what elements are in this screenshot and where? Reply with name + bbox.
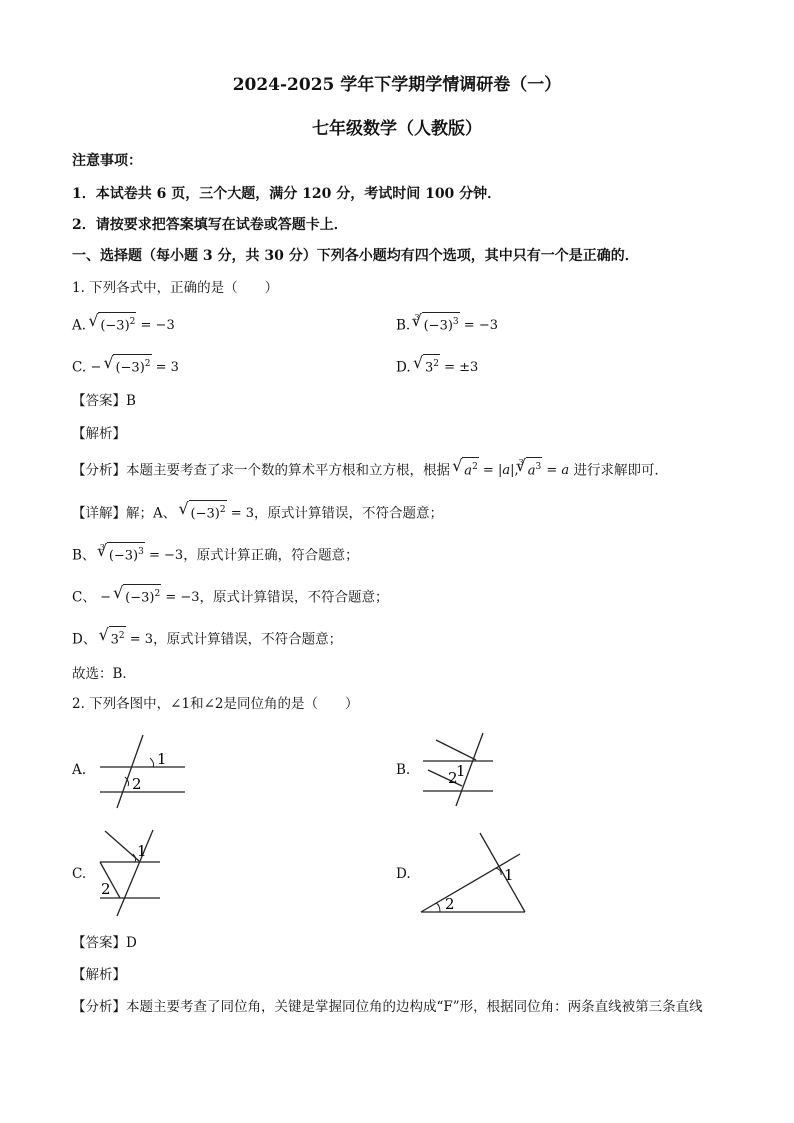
fenxi-tag: 【分析】 <box>72 462 126 479</box>
detail-tag: 【详解】 <box>72 505 126 522</box>
detail-suffix: ，原式计算正确，符合题意； <box>183 547 359 564</box>
figure-option-a <box>95 730 190 810</box>
notes-item-1: 1．本试卷共 6 页，三个大题，满分 120 分，考试时间 100 分钟． <box>72 186 502 202</box>
math-expression: √ $a^2 = |a|,^3√$ $a^3 = a$ <box>454 463 569 478</box>
page-title: 2024-2025 学年下学期学情调研卷（一） <box>232 75 562 95</box>
figure-option-b <box>418 728 498 808</box>
q1-detail-d <box>72 626 342 649</box>
q2-answer <box>72 931 137 951</box>
option-label: D. <box>396 359 411 376</box>
angle-1-label: 1 <box>456 762 466 780</box>
angle-1-label: 1 <box>137 842 147 860</box>
q1-detail-b <box>72 542 359 565</box>
q2-option-d-label: D. <box>396 866 411 882</box>
math-expression: √ $(-3)^2 = -3$ <box>90 318 174 333</box>
angle-2-label: 2 <box>448 769 458 787</box>
detail-prefix: 解；A、 <box>126 505 177 522</box>
q2-option-b-label: B. <box>396 762 411 778</box>
q1-choose: 故选：B． <box>72 666 136 682</box>
angle-2-label: 2 <box>445 895 455 913</box>
option-label: C. <box>72 359 87 376</box>
answer-tag: 【答案】 <box>72 393 126 409</box>
math-expression: − √ $(-3)^2 = -3$ <box>100 590 199 605</box>
notes-heading: 注意事项： <box>72 153 142 169</box>
q1-detail-c <box>72 584 389 607</box>
q1-detail-a <box>72 500 443 523</box>
q1-option-c <box>72 354 179 377</box>
option-label: A. <box>72 317 87 334</box>
detail-suffix: ，原式计算错误，不符合题意； <box>254 505 444 522</box>
fenxi-text: 本题主要考查了同位角，关键是掌握同位角的边构成“F”形，根据同位角：两条直线被第三条直线 <box>126 999 703 1015</box>
detail-suffix: ，原式计算错误，不符合题意； <box>199 589 389 606</box>
q1-option-a <box>72 312 175 335</box>
answer-value: D <box>126 935 137 951</box>
option-label: B. <box>396 317 411 334</box>
math-expression: √ $3^2 = 3$ <box>101 632 153 647</box>
q2-option-a-label: A. <box>72 762 87 778</box>
figure-option-c <box>95 828 165 918</box>
detail-prefix: C、 <box>72 589 96 606</box>
angle-1-label: 1 <box>157 750 167 768</box>
fenxi-text: 本题主要考查了求一个数的算术平方根和立方根，根据 <box>126 462 450 479</box>
detail-prefix: B、 <box>72 547 96 564</box>
math-expression: $^3$√ $(-3)^3 = -3$ <box>415 318 498 333</box>
detail-suffix: ，原式计算错误，不符合题意； <box>153 631 343 648</box>
q2-fenxi <box>72 995 703 1015</box>
notes-item-2: 2．请按要求把答案填写在试卷或答题卡上． <box>72 217 348 233</box>
figure-option-d <box>418 828 528 918</box>
answer-tag: 【答案】 <box>72 935 126 951</box>
angle-2-label: 2 <box>132 775 142 793</box>
q2-analysis-tag: 【解析】 <box>72 967 126 983</box>
math-expression: $^3$√ $(-3)^3 = -3$ <box>100 548 183 563</box>
math-expression: √ $3^2 = \pm 3$ <box>415 360 478 375</box>
q1-option-b <box>396 312 498 335</box>
angle-2-label: 2 <box>101 880 111 898</box>
fenxi-tail: 进行求解即可． <box>573 462 668 479</box>
q1-option-d <box>396 354 478 377</box>
detail-prefix: D、 <box>72 631 97 648</box>
q1-analysis-tag: 【解析】 <box>72 426 126 442</box>
q1-answer <box>72 389 136 409</box>
math-expression: − √ $(-3)^2 = 3$ <box>90 360 179 375</box>
q2-option-c-label: C. <box>72 866 87 882</box>
q1-fenxi <box>72 457 668 480</box>
question-2-stem: 2. 下列各图中，∠1和∠2是同位角的是（ ） <box>72 696 359 712</box>
answer-value: B <box>126 393 136 409</box>
math-expression: √ $(-3)^2 = 3$ <box>181 506 254 521</box>
fenxi-tag: 【分析】 <box>72 999 126 1015</box>
question-1-stem: 1. 下列各式中，正确的是（ ） <box>72 280 279 296</box>
page-subtitle: 七年级数学（人教版） <box>312 119 482 139</box>
section-heading: 一、选择题（每小题 3 分，共 30 分）下列各小题均有四个选项，其中只有一个是正确的． <box>72 248 639 264</box>
angle-1-label: 1 <box>504 866 514 884</box>
